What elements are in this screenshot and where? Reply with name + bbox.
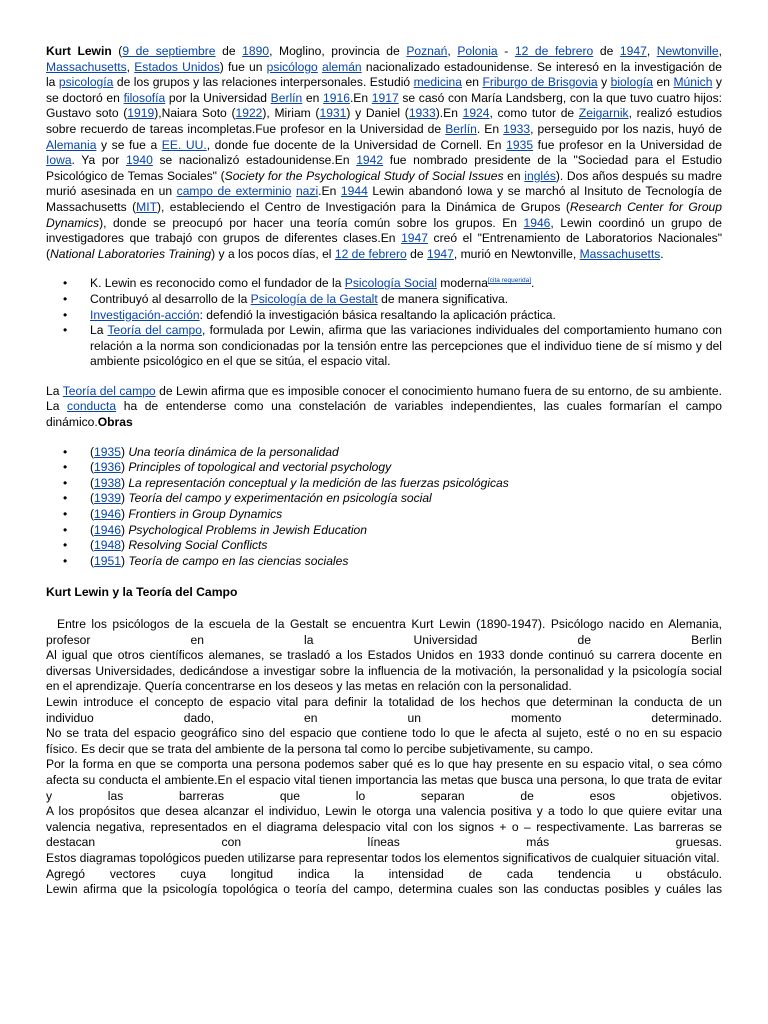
body-paragraph: Lewin introduce el concepto de espacio vital para definir la totalidad de los hechos que determinan la conducta de un individuo dado, en un momento determinado. — [46, 694, 722, 725]
body-paragraph: Entre los psicólogos de la escuela de la Gestalt se encuentra Kurt Lewin (1890-1947). Psicólogo nacido en Alemania, profesor en la Universidad de Berlin — [46, 617, 726, 647]
work-year-link[interactable]: 1946 — [94, 507, 121, 522]
link-1940[interactable]: 1940 — [125, 153, 153, 168]
list-item: • (1946) Psychological Problems in Jewish Education — [46, 523, 722, 539]
citation-needed-link[interactable]: [cita requerida] — [488, 277, 531, 285]
link-1931[interactable]: 1931 — [319, 106, 347, 121]
link-1933[interactable]: 1933 — [408, 106, 436, 121]
list-item: • (1935) Una teoría dinámica de la personalidad — [46, 445, 722, 461]
link-birth-year[interactable]: 1890 — [242, 44, 270, 58]
link-medicina[interactable]: medicina — [413, 75, 463, 90]
link-teoria-del-campo-2[interactable]: Teoría del campo — [62, 383, 156, 398]
section-heading: Kurt Lewin y la Teoría del Campo — [46, 585, 238, 600]
link-zeigarnik[interactable]: Zeigarnik — [578, 106, 629, 121]
work-year-link[interactable]: 1946 — [94, 522, 121, 537]
link-campo-exterminio[interactable]: campo de exterminio — [176, 184, 292, 199]
work-title: Teoría del campo y experimentación en psicología social — [128, 491, 432, 506]
link-1919[interactable]: 1919 — [127, 106, 155, 121]
link-birth-date[interactable]: 9 de septiembre — [122, 44, 216, 58]
link-ingles[interactable]: inglés — [524, 168, 556, 183]
list-item: • (1946) Frontiers in Group Dynamics — [46, 507, 722, 523]
link-1944[interactable]: 1944 — [340, 184, 368, 199]
link-1947[interactable]: 1947 — [401, 231, 428, 246]
list-item: • (1948) Resolving Social Conflicts — [46, 538, 722, 554]
work-year-link[interactable]: 1936 — [94, 460, 121, 475]
link-eeuu[interactable]: EE. UU. — [161, 137, 207, 152]
link-gestalt[interactable]: Psicología de la Gestalt — [250, 291, 378, 306]
work-title: La representación conceptual y la medición de las fuerzas psicológicas — [128, 475, 509, 490]
national-labs-name: National Laboratories Training — [50, 246, 212, 261]
link-psicologia[interactable]: psicología — [58, 75, 114, 90]
contributions-list — [46, 276, 722, 370]
link-filosofia[interactable]: filosofía — [123, 90, 166, 105]
link-aleman[interactable]: alemán — [321, 59, 362, 74]
link-poznan[interactable]: Poznań — [406, 44, 448, 58]
link-munich[interactable]: Múnich — [673, 75, 713, 90]
list-item: • (1939) Teoría del campo y experimentación en psicología social — [46, 491, 722, 507]
link-friburgo[interactable]: Friburgo de Brisgovia — [482, 75, 598, 90]
work-title: Una teoría dinámica de la personalidad — [128, 444, 339, 459]
link-nazi[interactable]: nazi — [295, 184, 319, 199]
list-item: • Investigación-acción: defendió la investigación básica resaltando la aplicación práctica. — [46, 308, 722, 324]
work-year-link[interactable]: 1939 — [94, 491, 121, 506]
link-psicologia-social[interactable]: Psicología Social — [344, 276, 437, 291]
society-english-name: Society for the Psychological Study of Social Issues — [224, 168, 504, 183]
body-paragraph: Lewin afirma que la psicología topológica o teoría del campo, determina cuales son las conductas posibles y cuáles las — [46, 882, 722, 897]
list-item: • K. Lewin es reconocido como el fundador de la Psicología Social moderna[cita requerida]. — [46, 276, 722, 292]
link-massachusetts-2[interactable]: Massachusetts — [579, 246, 661, 261]
list-item: • (1936) Principles of topological and vectorial psychology — [46, 460, 722, 476]
link-estados-unidos[interactable]: Estados Unidos — [134, 59, 220, 74]
link-psicologo[interactable]: psicólogo — [266, 59, 318, 74]
work-year-link[interactable]: 1935 — [94, 444, 121, 459]
link-conducta[interactable]: conducta — [67, 399, 117, 414]
work-year-link[interactable]: 1948 — [94, 538, 121, 553]
list-item: • La Teoría del campo, formulada por Lewin, afirma que las variaciones individuales del comportamiento humano con relación a la norma son condicionadas por la tensión entre las percepciones que el individuo tiene de sí mismo y del ambiente psicológico en el que se sitúa, el espacio vital. — [46, 323, 722, 370]
link-death-date-2[interactable]: 12 de febrero — [334, 246, 407, 261]
link-alemania[interactable]: Alemania — [46, 137, 97, 152]
work-year-link[interactable]: 1951 — [94, 553, 121, 568]
list-item: • Contribuyó al desarrollo de la Psicología de la Gestalt de manera significativa. — [46, 292, 722, 308]
link-1933-2[interactable]: 1933 — [503, 121, 531, 136]
link-1942[interactable]: 1942 — [356, 153, 384, 168]
work-title: Teoría de campo en las ciencias sociales — [128, 553, 349, 568]
body-paragraph: A los propósitos que desea alcanzar el individuo, Lewin le otorga una valencia positiva y a todo lo que quiere evitar una valencia negativa, representados en el diagrama delespacio vital con los signos + o – respectivamente. Las barreras se destacan con líneas más gruesas. — [46, 804, 722, 850]
work-title: Principles of topological and vectorial psychology — [128, 460, 392, 475]
link-berlin-2[interactable]: Berlín — [445, 121, 477, 136]
work-title: Resolving Social Conflicts — [128, 538, 268, 553]
work-year-link[interactable]: 1938 — [94, 475, 121, 490]
link-1916[interactable]: 1916 — [323, 90, 350, 105]
intro-paragraph: Kurt Lewin (9 de septiembre de 1890, Moglino, provincia de Poznań, Polonia - 12 de febrero de 1947, Newtonville, Massachusetts, Estados Unidos) fue un psicólogo alemán nacionalizado estadounidense. Se interesó en la investigación de la psicología de los grupos y las relaciones interpersonales. Estudió medicina en Friburgo de Brisgovia y biología en Múnich y se doctoró en filosofía por la Universidad Berlín en 1916.En 1917 se casó con María Landsberg, con la que tuvo cuatro hijos: Gustavo soto (1919),Naiara Soto (1922), Miriam (1931) y Daniel (1933).En 1924, como tutor de Zeigarnik, realizó estudios sobre recuerdo de tareas incompletas.Fue profesor en la Universidad de Berlín. En 1933, perseguido por los nazis, huyó de Alemania y se fue a EE. UU., donde fue docente de la Universidad de Cornell. En 1935 fue profesor en la Universidad de Iowa. Ya por 1940 se nacionalizó estadounidense.En 1942 fue nombrado presidente de la "Sociedad para el Estudio Psicológico de Temas Sociales" (Society for the Psychological Study of Social Issues en inglés). Dos años después su madre murió asesinada en un campo de exterminio nazi.En 1944 Lewin abandonó Iowa y se marchó al Insituto de Tecnología de Massachusetts (MIT), estableciendo el Centro de Investigación para la Dinámica de Grupos (Research Center for Group Dynamics), donde se preocupó por hacer una teoría común sobre los grupos. En 1946, Lewin coordinó un grupo de investigadores que trabajó con grupos de diferentes clases.En 1947 creó el "Entrenamiento de Laboratorios Nacionales" (National Laboratories Training) y a los pocos días, el 12 de febrero de 1947, murió en Newtonville, Massachusetts. — [46, 44, 723, 261]
link-1924[interactable]: 1924 — [462, 106, 490, 121]
section-body — [46, 617, 726, 898]
work-title: Psychological Problems in Jewish Education — [128, 522, 367, 537]
link-death-year[interactable]: 1947 — [619, 44, 647, 58]
works-list — [46, 445, 722, 570]
body-paragraph: Por la forma en que se comporta una persona podemos saber qué es lo que hay presente en su espacio vital, o sea cómo afecta su conducta el ambiente.En el espacio vital tienen importancia las metas que busca una persona, lo que trata de evitar y las barreras que lo separan de esos objetivos. — [46, 757, 722, 803]
link-biologia[interactable]: biología — [610, 75, 654, 90]
field-theory-paragraph: La Teoría del campo de Lewin afirma que es imposible conocer el conocimiento humano fuera de su entorno, de su ambiente. La conducta ha de entenderse como una constelación de variables independientes, las cuales formarían el campo dinámico.Obras — [46, 383, 723, 430]
list-item: • (1938) La representación conceptual y la medición de las fuerzas psicológicas — [46, 476, 722, 492]
link-1922[interactable]: 1922 — [235, 106, 263, 121]
link-death-date[interactable]: 12 de febrero — [514, 44, 594, 58]
link-massachusetts[interactable]: Massachusetts — [46, 59, 127, 74]
works-heading: Obras — [97, 415, 133, 430]
link-1935[interactable]: 1935 — [506, 137, 534, 152]
document-page — [46, 44, 726, 898]
subject-name: Kurt Lewin — [46, 44, 112, 58]
link-iowa[interactable]: Iowa — [46, 153, 72, 168]
body-paragraph: Estos diagramas topológicos pueden utilizarse para representar todos los elementos significativos de cualquier situación vital. — [46, 850, 720, 865]
link-berlin[interactable]: Berlín — [270, 90, 303, 105]
link-investigacion-accion[interactable]: Investigación-acción — [90, 307, 200, 322]
link-death-year-2[interactable]: 1947 — [426, 246, 454, 261]
work-title: Frontiers in Group Dynamics — [128, 507, 283, 522]
research-center-name: Research Center for Group Dynamics — [46, 199, 722, 230]
link-polonia[interactable]: Polonia — [457, 44, 498, 58]
link-mit[interactable]: MIT — [136, 199, 157, 214]
body-paragraph: Agregó vectores cuya longitud indica la intensidad de cada tendencia u obstáculo. — [46, 866, 722, 881]
link-newtonville[interactable]: Newtonville — [656, 44, 719, 58]
link-teoria-del-campo[interactable]: Teoría del campo — [107, 323, 202, 338]
link-1946[interactable]: 1946 — [523, 215, 551, 230]
body-paragraph: No se trata del espacio geográfico sino del espacio que contiene todo lo que le afecta al sujeto, esté o no en su espacio físico. Es decir que se trata del ambiente de la persona tal como lo percibe subjetivamente, su campo. — [46, 726, 722, 756]
link-1917[interactable]: 1917 — [371, 90, 399, 105]
body-paragraph: Al igual que otros científicos alemanes, se trasladó a los Estados Unidos en 1933 donde continuó su carrera docente en diversas Universidades, dedicándose a investigar sobre la influencia de la motivación, la personalidad y la psicología social en el aprendizaje. Quería concentrarse en los deseos y las metas en relación con la personalidad. — [46, 648, 722, 694]
list-item: • (1951) Teoría de campo en las ciencias sociales — [46, 554, 722, 570]
